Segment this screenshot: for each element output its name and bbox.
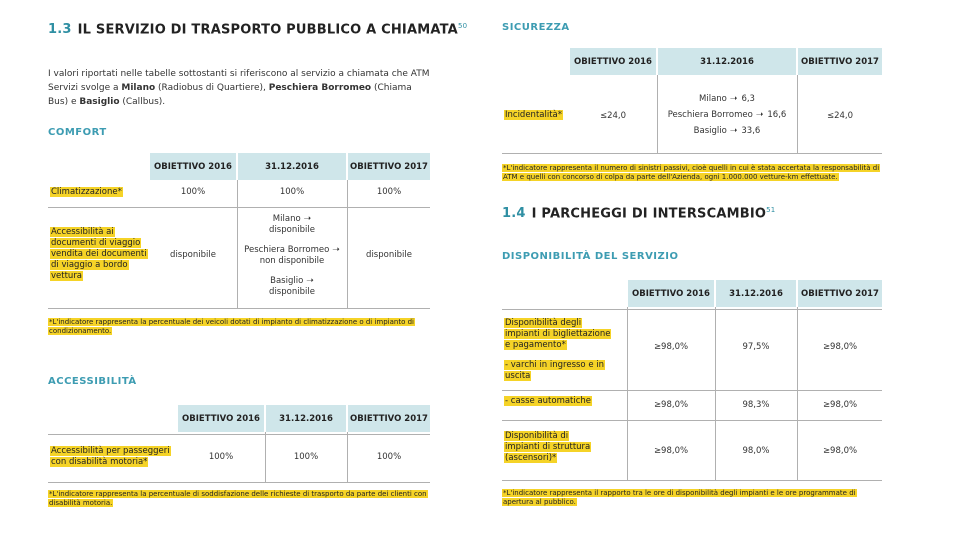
sic-obj2016: ≤24,0	[599, 110, 627, 121]
arrow-right-icon: ➝	[332, 245, 340, 255]
section-14-number: 1.4	[502, 206, 526, 222]
comfort-row1-label	[50, 187, 123, 198]
disp-row1-obj2016: ≥98,0%	[653, 341, 689, 352]
incidentalita-label: Incidentalità*	[505, 110, 562, 120]
peschiera-value: non disponibile	[259, 256, 325, 266]
intro-milano: Milano	[121, 83, 156, 93]
disp-row3-obj2016: ≥98,0%	[653, 445, 689, 456]
sicurezza-note-text: *L'indicatore rappresenta il numero di sinistri passivi, cioè quelli in cui è stata accertata la responsabilità di ATM e quelli con concorso di colpa da parte dell'Azienda, ogni 1.000.000 vetture-km effettuate.	[503, 164, 880, 181]
basiglio-value: disponibile	[269, 287, 315, 297]
disp-row2-2016: 98,3%	[742, 399, 770, 410]
intro-basiglio: Basiglio	[79, 97, 120, 107]
sic-milano-value: 6,3	[741, 93, 755, 104]
comfort-row1-obj2016: 100%	[180, 186, 206, 197]
accessibilita-disabilita-label: Accessibilità per passeggeri con disabilità motoria*	[51, 446, 170, 467]
sic-milano-label: Milano	[699, 93, 727, 104]
section-14-footnote-ref: 51	[766, 206, 776, 214]
arrow-right-icon: ➝	[729, 93, 738, 104]
comfort-row1-obj2017: 100%	[376, 186, 402, 197]
comfort-row2-milano	[238, 212, 346, 238]
sic-header-obj2016: OBIETTIVO 2016	[570, 48, 656, 75]
arrow-right-icon: ➝	[306, 276, 314, 286]
milano-value: disponibile	[269, 225, 315, 235]
section-13-number: 1.3	[48, 22, 72, 38]
sicurezza-title: SICUREZZA	[502, 22, 570, 33]
section-13-title	[48, 22, 467, 37]
access-header-obj2017: OBIETTIVO 2017	[348, 405, 430, 432]
comfort-row2-peschiera	[238, 243, 346, 269]
comfort-note-text: *L'indicatore rappresenta la percentuale dei veicoli dotati di impianto di climatizzazione o di impianto di condizionamento.	[49, 318, 414, 335]
comfort-row2-obj2016: disponibile	[170, 249, 216, 260]
peschiera-label: Peschiera Borromeo	[244, 245, 330, 255]
accessibilita-title: ACCESSIBILITÀ	[48, 376, 137, 387]
section-14-title	[502, 206, 775, 221]
sic-obj2017: ≤24,0	[826, 110, 854, 121]
disp-header-obj2016: OBIETTIVO 2016	[628, 280, 714, 307]
disp-row1-label	[504, 318, 616, 351]
access-row1-2016: 100%	[293, 451, 319, 462]
comfort-title: COMFORT	[48, 127, 107, 138]
disponibilita-note-text: *L'indicatore rappresenta il rapporto tra le ore di disponibilità degli impianti e le ore programmate di apertura al pubblico.	[503, 489, 856, 506]
sicurezza-note	[502, 164, 886, 182]
disp-row1b-label	[504, 360, 604, 382]
basiglio-label: Basiglio	[270, 276, 304, 286]
intro-text-4: (Callbus).	[119, 97, 166, 107]
disp-row1-obj2017: ≥98,0%	[822, 341, 858, 352]
bigliettazione-label: Disponibilità degli impianti di bigliettazione e pagamento*	[505, 318, 611, 350]
comfort-header-obj2016: OBIETTIVO 2016	[150, 153, 236, 180]
sic-label	[504, 110, 563, 121]
milano-line	[273, 214, 311, 225]
section-14-heading: I PARCHEGGI DI INTERSCAMBIO	[531, 206, 767, 222]
ascensori-label: Disponibilità di impianti di struttura (ascensori)*	[505, 431, 591, 463]
access-header-2016: 31.12.2016	[266, 405, 346, 432]
disponibilita-title: DISPONIBILITÀ DEL SERVIZIO	[502, 251, 679, 262]
sic-header-obj2017: OBIETTIVO 2017	[798, 48, 882, 75]
climatizzazione-label: Climatizzazione*	[51, 187, 122, 197]
disp-row2-obj2016: ≥98,0%	[653, 399, 689, 410]
disp-header-obj2017: OBIETTIVO 2017	[798, 280, 882, 307]
sic-basiglio-value: 33,6	[741, 125, 761, 136]
disp-row2-obj2017: ≥98,0%	[822, 399, 858, 410]
section-13-footnote-ref: 50	[457, 22, 468, 30]
varchi-label: - varchi in ingresso e in uscita	[505, 360, 605, 381]
section-13-heading: IL SERVIZIO DI TRASPORTO PUBBLICO A CHIAMATA	[77, 22, 458, 38]
intro-peschiera: Peschiera Borromeo	[268, 83, 372, 93]
sic-header-2016: 31.12.2016	[658, 48, 796, 75]
sic-basiglio	[658, 124, 796, 138]
disp-row1-2016: 97,5%	[742, 341, 770, 352]
disp-header-2016: 31.12.2016	[716, 280, 796, 307]
arrow-right-icon: ➝	[303, 214, 312, 224]
casse-label: - casse automatiche	[505, 396, 592, 406]
arrow-right-icon: ➝	[755, 109, 764, 120]
intro-text-1: I valori riportati nelle tabelle sottostanti si riferiscono al servizio a chiamata che ATM Servizi svolge a	[48, 69, 430, 93]
access-header-obj2016: OBIETTIVO 2016	[178, 405, 264, 432]
comfort-note	[48, 318, 433, 336]
comfort-row1-2016: 100%	[279, 186, 305, 197]
sic-peschiera	[658, 108, 796, 122]
comfort-header-2016: 31.12.2016	[238, 153, 346, 180]
comfort-header-obj2017: OBIETTIVO 2017	[348, 153, 430, 180]
disp-row2-label	[504, 396, 592, 407]
access-row1-label	[50, 446, 176, 468]
comfort-row2-obj2017: disponibile	[366, 249, 412, 260]
accessibilita-note	[48, 490, 433, 508]
peschiera-line	[244, 245, 340, 256]
accessibilita-documenti-label: Accessibilità ai documenti di viaggio vendita dei documenti di viaggio a bordo vettura	[51, 227, 147, 281]
disp-row3-label	[504, 431, 604, 464]
sic-basiglio-label: Basiglio	[693, 125, 727, 136]
sic-milano	[658, 92, 796, 106]
sic-peschiera-label: Peschiera Borromeo	[667, 109, 753, 120]
comfort-row2-label	[50, 227, 150, 282]
intro-text-2: (Radiobus di Quartiere),	[155, 83, 269, 93]
disp-row3-2016: 98,0%	[742, 445, 770, 456]
section-13-intro	[48, 67, 433, 109]
arrow-right-icon: ➝	[729, 125, 738, 136]
comfort-row2-basiglio	[238, 274, 346, 300]
sic-peschiera-value: 16,6	[767, 109, 787, 120]
milano-label: Milano	[272, 214, 301, 224]
disp-row3-obj2017: ≥98,0%	[822, 445, 858, 456]
basiglio-line	[270, 276, 314, 287]
access-row1-obj2016: 100%	[208, 451, 234, 462]
intro-text-3: (Chiama Bus) e	[48, 83, 412, 107]
disponibilita-note	[502, 489, 886, 507]
access-row1-obj2017: 100%	[376, 451, 402, 462]
accessibilita-note-text: *L'indicatore rappresenta la percentuale di soddisfazione delle richieste di trasporto da parte dei clienti con disabilità motoria.	[49, 490, 427, 507]
